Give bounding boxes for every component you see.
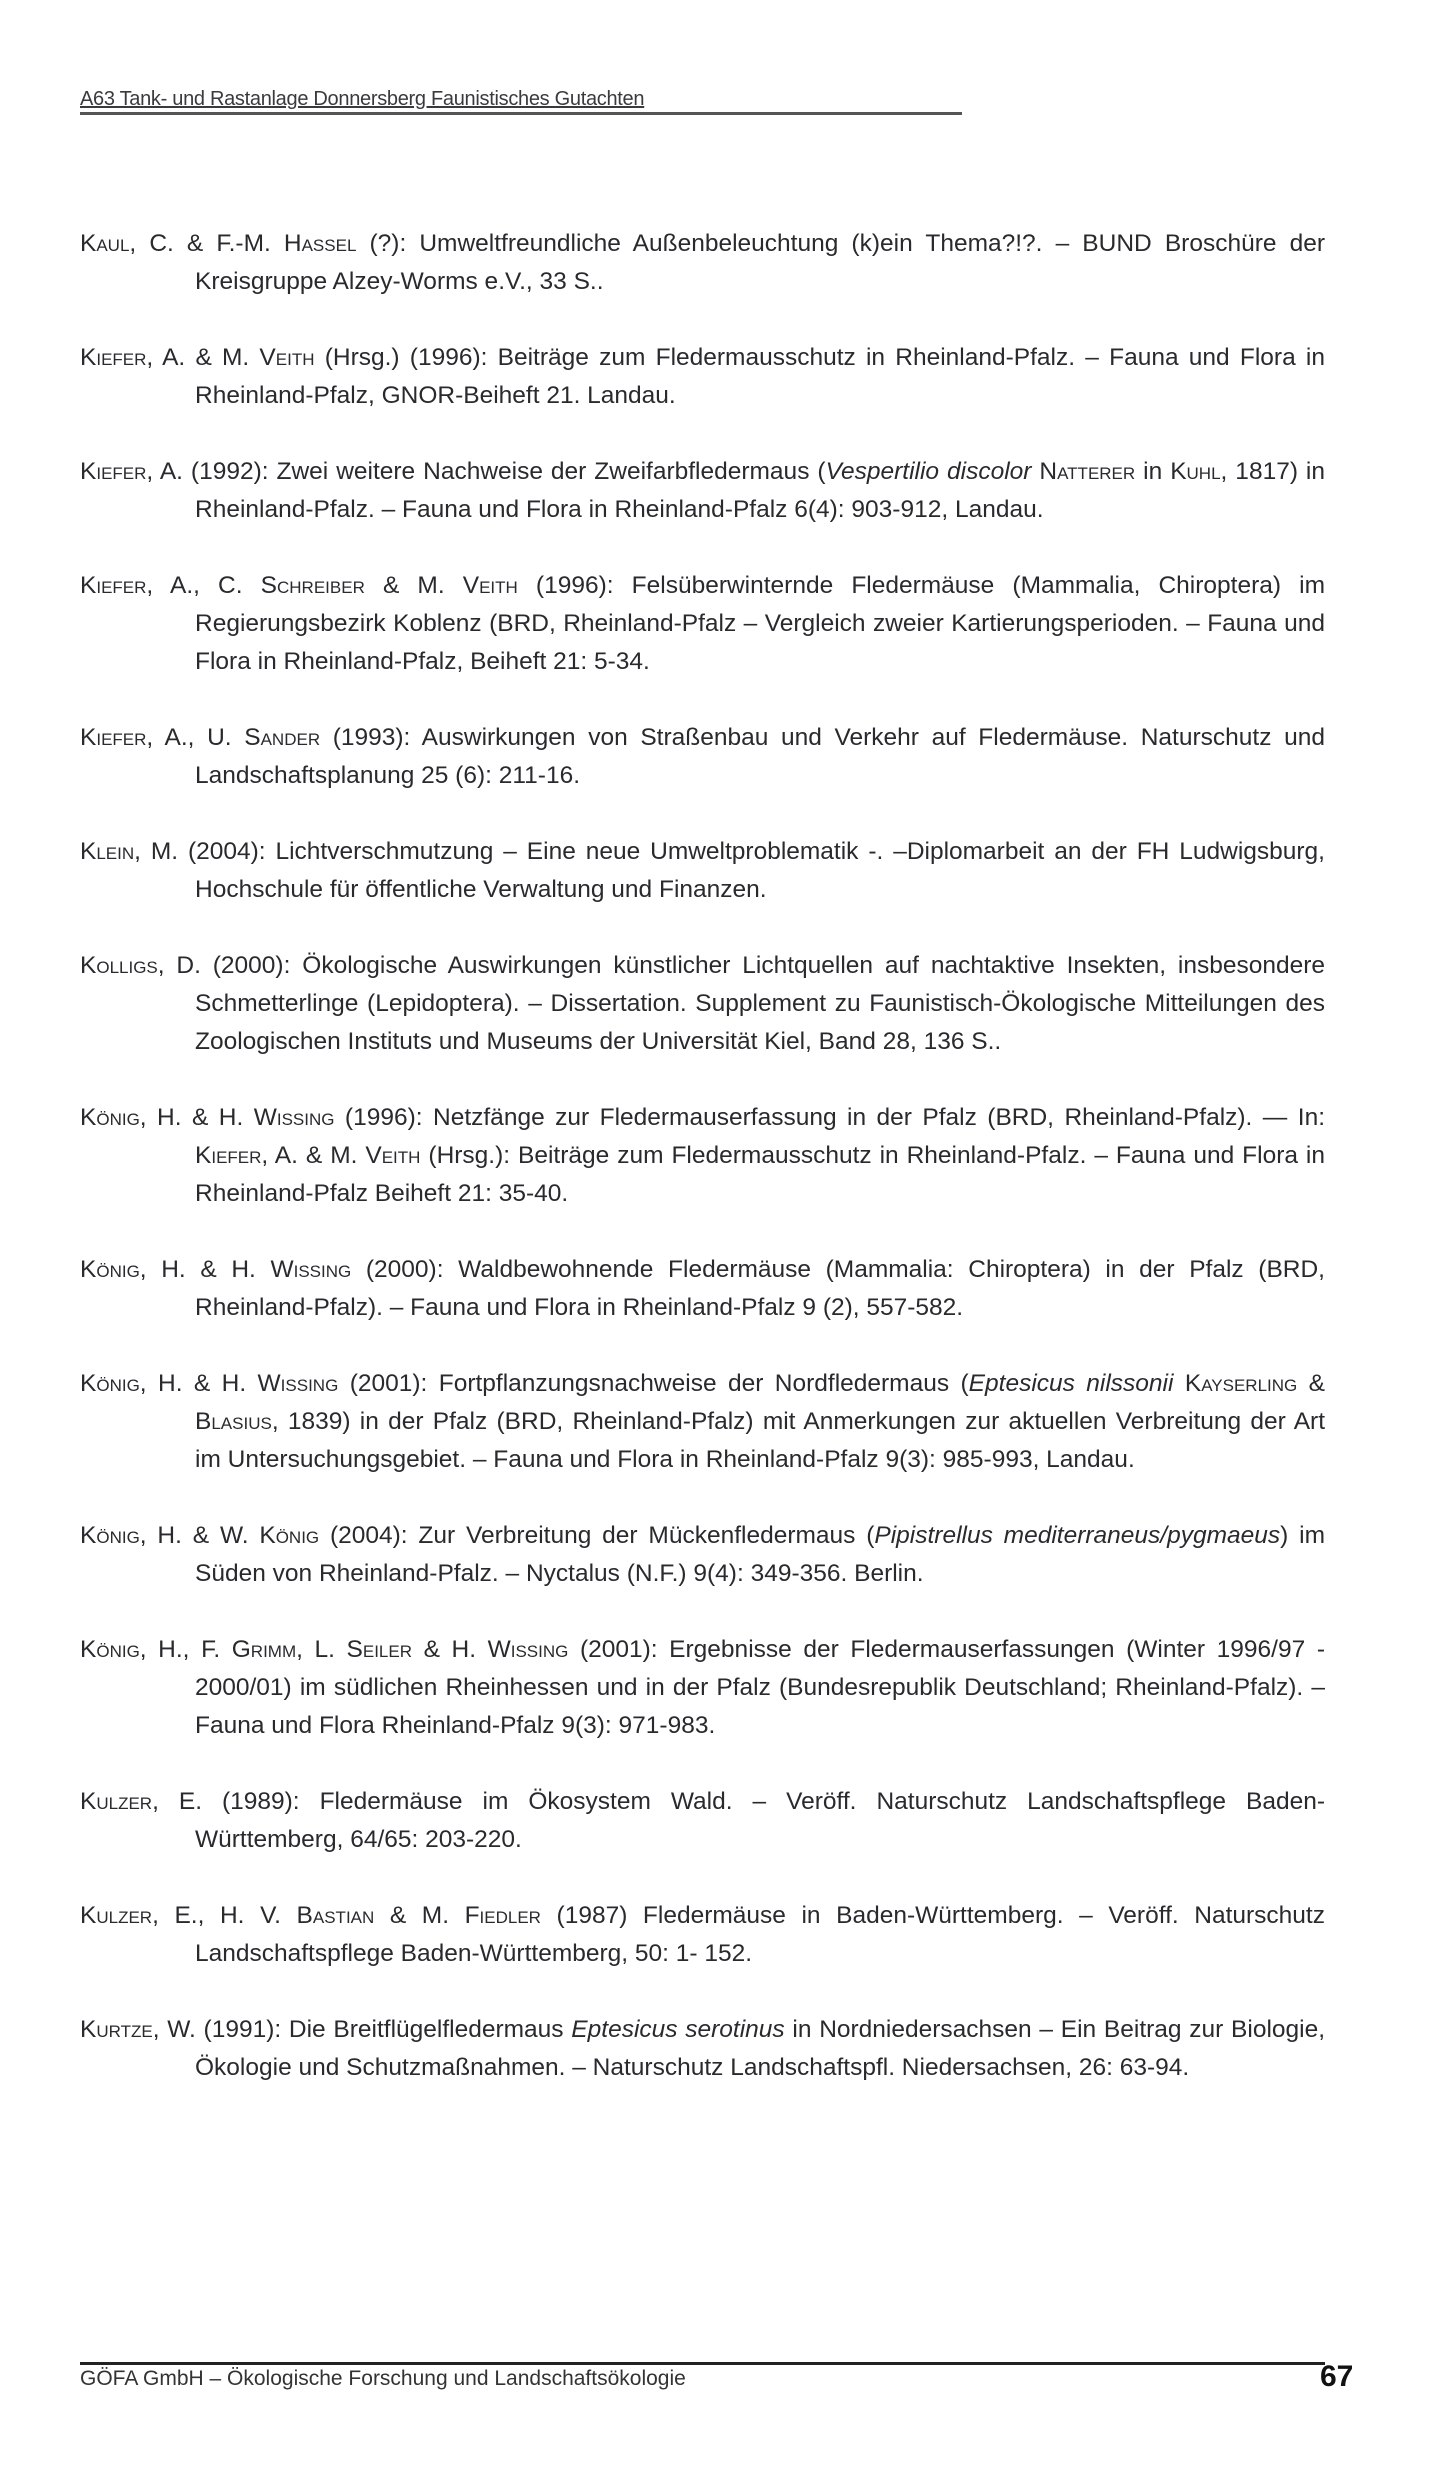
- reference-entry: [80, 833, 1325, 909]
- reference-author: Klein, M.: [80, 837, 179, 865]
- reference-entry: [80, 453, 1325, 529]
- reference-author: Kolligs, D.: [80, 951, 201, 979]
- reference-text: ) im Süden von Rheinland-Pfalz. – Nyctalus (N.F.) 9(4): 349-356. Berlin.: [195, 1521, 1325, 1587]
- reference-entry: [80, 1365, 1325, 1479]
- reference-entry: [80, 1631, 1325, 1745]
- reference-text: (2004): Zur Verbreitung der Mückenfledermaus (: [319, 1521, 875, 1549]
- reference-author: Kiefer, A., C. Schreiber & M. Veith: [80, 571, 518, 599]
- species-name: Vespertilio discolor: [825, 457, 1032, 485]
- running-header: [80, 88, 962, 115]
- reference-text: (2001): Ergebnisse der Fledermauserfassungen (Winter 1996/97 - 2000/01) im südlichen Rheinhessen und in der Pfalz (Bundesrepublik Deutschland; Rheinland-Pfalz). – Fauna und Flora Rheinland-Pfalz 9(3): 971-983.: [195, 1635, 1325, 1739]
- reference-entry: [80, 1783, 1325, 1859]
- reference-author: Natterer: [1039, 457, 1136, 485]
- reference-author: Kurtze, W.: [80, 2015, 196, 2043]
- reference-text: (1996): Netzfänge zur Fledermauserfassung in der Pfalz (BRD, Rheinland-Pfalz). — In:: [334, 1103, 1325, 1131]
- reference-entry: [80, 1517, 1325, 1593]
- header-title: A63 Tank- und Rastanlage Donnersberg Faunistisches Gutachten: [80, 88, 645, 110]
- reference-author: Kulzer, E.: [80, 1787, 202, 1815]
- reference-text: (1989): Fledermäuse im Ökosystem Wald. – Veröff. Naturschutz Landschaftspflege Baden-Württemberg, 64/65: 203-220.: [195, 1787, 1325, 1853]
- reference-entry: [80, 947, 1325, 1061]
- reference-text: (?): Umweltfreundliche Außenbeleuchtung (k)ein Thema?!?. – BUND Broschüre der Kreisgruppe Alzey-Worms e.V., 33 S..: [195, 229, 1325, 295]
- reference-text: in Nordniedersachsen – Ein Beitrag zur Biologie, Ökologie und Schutzmaßnahmen. – Naturschutz Landschaftspfl. Niedersachsen, 26: 63-94.: [195, 2015, 1326, 2081]
- reference-author: Kiefer, A.: [80, 457, 183, 485]
- reference-entry: [80, 1099, 1325, 1213]
- reference-author: Kiefer, A. & M. Veith: [80, 343, 315, 371]
- footer-divider: [80, 2362, 1325, 2365]
- reference-text: (2004): Lichtverschmutzung – Eine neue Umweltproblematik -. –Diplomarbeit an der FH Ludwigsburg, Hochschule für öffentliche Verwaltung und Finanzen.: [178, 837, 1325, 903]
- page-number: 67: [1320, 2360, 1354, 2393]
- reference-list: [80, 200, 1325, 2125]
- reference-author: König, H. & W. König: [80, 1521, 320, 1549]
- reference-author: König, H. & H. Wissing: [80, 1103, 335, 1131]
- reference-entry: [80, 2011, 1325, 2087]
- reference-author: Kulzer, E., H. V. Bastian & M. Fiedler: [80, 1901, 541, 1929]
- species-name: Eptesicus nilssonii: [968, 1369, 1174, 1397]
- reference-entry: [80, 1897, 1325, 1973]
- reference-author: Kayserling & Blasius: [195, 1369, 1325, 1435]
- reference-author: Kaul, C. & F.-M. Hassel: [80, 229, 357, 257]
- reference-text: , 1839) in der Pfalz (BRD, Rheinland-Pfalz) mit Anmerkungen zur aktuellen Verbreitung der Art im Untersuchungsgebiet. – Fauna und Flora in Rheinland-Pfalz 9(3): 985-993, Landau.: [195, 1407, 1325, 1473]
- reference-text: (2000): Ökologische Auswirkungen künstlicher Lichtquellen auf nachtaktive Insekten, insbesondere Schmetterlinge (Lepidoptera). – Dissertation. Supplement zu Faunistisch-Ökologische Mitteilungen des Zoologischen Instituts und Museums der Universität Kiel, Band 28, 136 S..: [195, 951, 1325, 1055]
- reference-author: Kiefer, A. & M. Veith: [195, 1141, 421, 1169]
- reference-author: König, H. & H. Wissing: [80, 1255, 352, 1283]
- reference-author: König, H., F. Grimm, L. Seiler & H. Wissing: [80, 1635, 569, 1663]
- reference-text: (1987) Fledermäuse in Baden-Württemberg. – Veröff. Naturschutz Landschaftspflege Baden-Württemberg, 50: 1- 152.: [195, 1901, 1325, 1967]
- reference-author: Kuhl: [1170, 457, 1221, 485]
- reference-text: (1996): Felsüberwinternde Fledermäuse (Mammalia, Chiroptera) im Regierungsbezirk Koblenz (BRD, Rheinland-Pfalz – Vergleich zweier Kartierungsperioden. – Fauna und Flora in Rheinland-Pfalz, Beiheft 21: 5-34.: [195, 571, 1326, 675]
- reference-entry: [80, 339, 1325, 415]
- reference-entry: [80, 225, 1325, 301]
- reference-text: , 1817) in Rheinland-Pfalz. – Fauna und Flora in Rheinland-Pfalz 6(4): 903-912, Landau.: [195, 457, 1326, 523]
- reference-text: (Hrsg.) (1996): Beiträge zum Fledermausschutz in Rheinland-Pfalz. – Fauna und Flora in Rheinland-Pfalz, GNOR-Beiheft 21. Landau.: [195, 343, 1325, 409]
- reference-text: (1993): Auswirkungen von Straßenbau und Verkehr auf Fledermäuse. Naturschutz und Landschaftsplanung 25 (6): 211-16.: [195, 723, 1325, 789]
- reference-author: Kiefer, A., U. Sander: [80, 723, 321, 751]
- reference-text: in: [1135, 457, 1171, 485]
- reference-text: (2000): Waldbewohnende Fledermäuse (Mammalia: Chiroptera) in der Pfalz (BRD, Rheinland-Pfalz). – Fauna und Flora in Rheinland-Pfalz 9 (2), 557-582.: [195, 1255, 1325, 1321]
- reference-entry: [80, 1251, 1325, 1327]
- reference-text: (1991): Die Breitflügelfledermaus: [195, 2015, 572, 2043]
- reference-author: König, H. & H. Wissing: [80, 1369, 339, 1397]
- species-name: Eptesicus serotinus: [571, 2015, 785, 2043]
- footer-text: GÖFA GmbH – Ökologische Forschung und Landschaftsökologie: [80, 2367, 686, 2390]
- reference-entry: [80, 719, 1325, 795]
- reference-entry: [80, 567, 1325, 681]
- reference-text: [1173, 1370, 1184, 1397]
- reference-text: (Hrsg.): Beiträge zum Fledermausschutz in Rheinland-Pfalz. – Fauna und Flora in Rheinland-Pfalz Beiheft 21: 35-40.: [195, 1141, 1325, 1207]
- species-name: Pipistrellus mediterraneus/pygmaeus: [874, 1521, 1281, 1549]
- reference-text: (1992): Zwei weitere Nachweise der Zweifarbfledermaus (: [182, 457, 826, 485]
- reference-text: (2001): Fortpflanzungsnachweise der Nordfledermaus (: [338, 1369, 969, 1397]
